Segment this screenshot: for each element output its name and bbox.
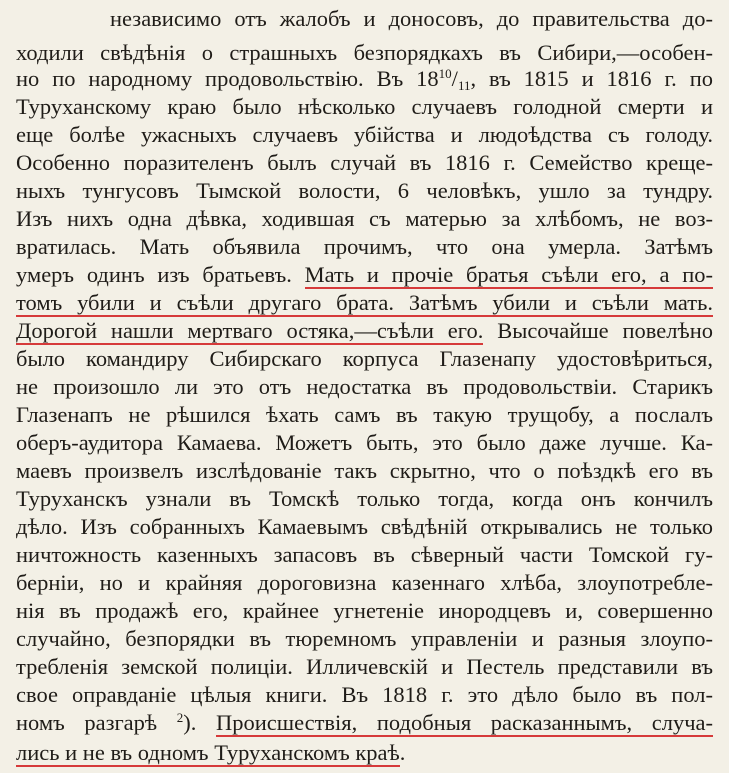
text-line-17 (16, 456, 713, 486)
line-text: . (399, 740, 406, 765)
line-text: умеръ одинъ изъ братьевъ. (16, 262, 305, 287)
text-line-20 (16, 540, 713, 570)
text-line-13 (16, 344, 713, 374)
line-text: нія въ продажѣ его, крайнее угнетеніе инородцевъ и, совершенно (16, 598, 713, 623)
text-line-4 (16, 92, 713, 122)
highlighted-text: Дорогой нашли мертваго остяка,—съѣли его. (16, 318, 484, 343)
line-text: номъ разгарѣ (16, 710, 177, 735)
line-text: свое оправданіе цѣлыя книги. Въ 1818 г. это дѣло было въ пол- (16, 682, 713, 707)
text-line-14 (16, 372, 713, 402)
line-text: Изъ нихъ одна дѣвка, ходившая съ матерью за хлѣбомъ, не воз- (16, 206, 713, 231)
line-text: оберъ-аудитора Камаева. Можетъ быть, это было даже лучше. Ка- (16, 430, 713, 455)
text-line-27 (16, 738, 713, 768)
line-text: ныхъ тунгусовъ Тымской волости, 6 человѣкъ, ушло за тундру. (16, 178, 713, 203)
line-text: Особенно поразителенъ былъ случай въ 1816 г. Семейство креще- (16, 150, 713, 175)
text-line-1 (110, 4, 713, 34)
text-line-5 (16, 120, 713, 150)
line-text: но по народному продовольствію. Въ 18 (16, 66, 439, 91)
text-line-19 (16, 512, 713, 542)
line-text: ничтожность казенныхъ запасовъ въ сѣверный части Томской гу- (16, 542, 713, 567)
text-line-10 (16, 260, 713, 290)
line-text: вратилась. Мать объявила прочимъ, что она умерла. Затѣмъ (16, 234, 713, 259)
line-text: требленія земской полиціи. Илличевскій и Пестель представили въ (16, 654, 713, 679)
line-text: независимо отъ жалобъ и доносовъ, до правительства до- (110, 6, 713, 31)
fraction-denominator: 11 (457, 78, 471, 93)
text-line-25 (16, 680, 713, 710)
line-text: , въ 1815 и 1816 г. по (470, 66, 713, 91)
line-text: берніи, но и крайняя дороговизна казеннаго хлѣба, злоупотребле- (16, 570, 713, 595)
line-text: дѣло. Изъ собранныхъ Камаевымъ свѣдѣній открывались не только (16, 514, 713, 539)
text-line-9 (16, 232, 713, 262)
line-text: не произошло ли это отъ недостатка въ продовольствіи. Старикъ (16, 374, 713, 399)
line-text: еще болѣе ужасныхъ случаевъ убійства и людоѣдства съ голоду. (16, 122, 713, 147)
text-line-23 (16, 624, 713, 654)
highlighted-text: Мать и прочіе братья съѣли его, а по- (304, 262, 713, 287)
line-text: ходили свѣдѣнія о страшныхъ безпорядкахъ въ Сибири,—особен- (16, 40, 713, 65)
text-line-6 (16, 148, 713, 178)
line-text: Глазенапъ не рѣшился ѣхать самъ въ такую трущобу, а послалъ (16, 402, 713, 427)
text-line-22 (16, 596, 713, 626)
text-line-18 (16, 484, 713, 514)
highlighted-text: лись и не въ одномъ Туруханскомъ краѣ (16, 740, 400, 765)
line-text: было командиру Сибирскаго корпуса Глазенапу удостовѣриться, (16, 346, 713, 371)
text-line-7 (16, 176, 713, 206)
line-text: Высочайше повелѣно (483, 318, 713, 343)
text-line-16 (16, 428, 713, 458)
text-line-11 (16, 288, 713, 318)
text-line-12 (16, 316, 713, 346)
highlighted-text: томъ убили и съѣли другаго брата. Затѣмъ убили и съѣли мать. (16, 290, 713, 315)
highlighted-text: Происшествія, подобныя расказаннымъ, случа- (215, 710, 713, 735)
text-line-24 (16, 652, 713, 682)
text-line-21 (16, 568, 713, 598)
line-text: Туруханскъ узнали въ Томскѣ только тогда, когда онъ кончилъ (16, 486, 713, 511)
text-line-26 (16, 708, 713, 738)
line-text: случайно, безпорядки въ тюремномъ управленіи и разныя злоупо- (16, 626, 713, 651)
footnote-marker[interactable]: 2 (176, 710, 184, 725)
line-text: ). (183, 710, 216, 735)
line-text: маевъ произвелъ изслѣдованіе такъ скрытно, что о поѣздкѣ его въ (16, 458, 713, 483)
text-line-3 (16, 64, 713, 94)
fraction-numerator: 10 (438, 66, 452, 81)
text-line-8 (16, 204, 713, 234)
text-line-15 (16, 400, 713, 430)
line-text: Туруханскому краю было нѣсколько случаевъ голодной смерти и (16, 94, 713, 119)
fraction-slash: / (451, 66, 458, 91)
